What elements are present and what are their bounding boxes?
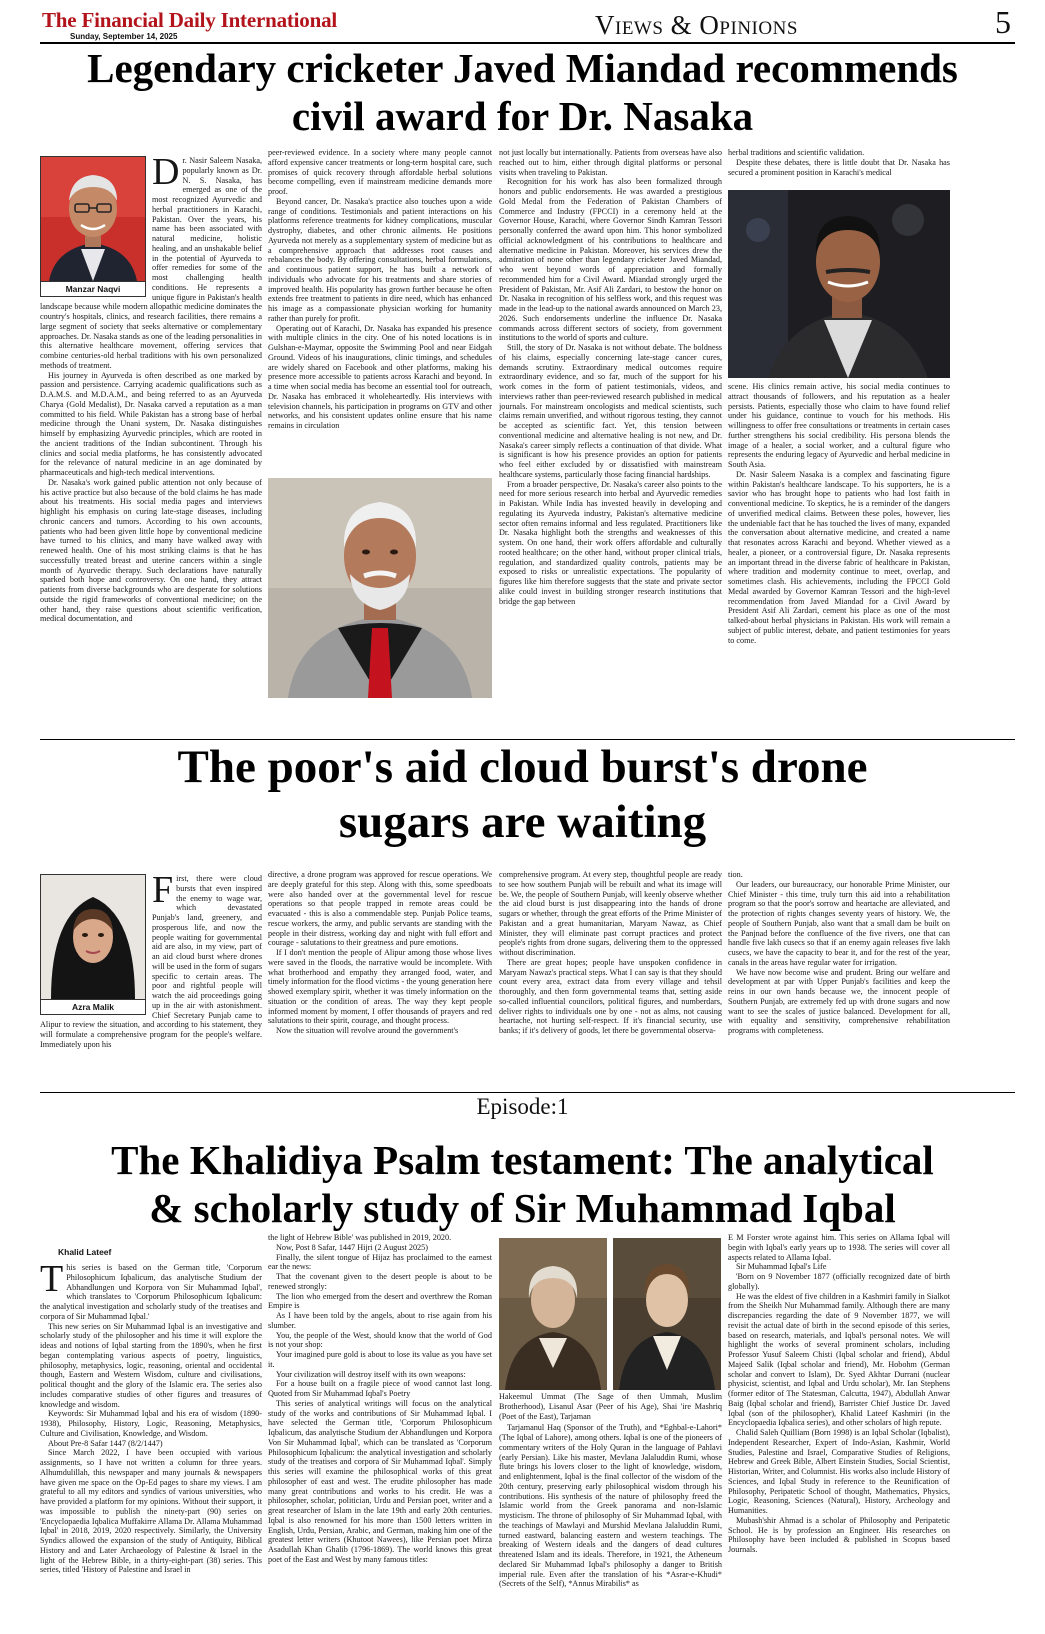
section-title: Views & Opinions: [595, 10, 798, 40]
image-caption: Hakeemul Ummat (The Sage of then Ummah, Muslim Brotherhood), Lisanul Asar (Peer of his Age), Shai 'ire Mashriq (Poet of the East), Tarjaman: [499, 1392, 722, 1421]
article2-headline: [30, 740, 1015, 851]
article2-column-4: [728, 870, 950, 1089]
article3-headline-line1: The Khalidiya Psalm testament: The analytical: [111, 1137, 934, 1183]
article3-column-3: [499, 1392, 722, 1632]
article3-column-2: [268, 1233, 492, 1632]
javed-miandad-photo: [728, 190, 950, 378]
page-number: 5: [995, 4, 1011, 40]
author-box: [40, 156, 146, 297]
paragraph: We have now become wise and prudent. Bring our welfare and development at par with Upper Punjab's facilities and keep the reins in our own hands because we, the innocent people of Southern Punjab, are extremely fed up with drone sugars and now want to see the scales of justice balanced. Development for all, with equality and sensitivity, comprehensive rehabilitation programs with completeness.: [728, 967, 950, 1035]
paragraph: herbal traditions and scientific validation.: [728, 148, 865, 157]
article1-headline-line1: Legendary cricketer Javed Miandad recommends: [87, 45, 958, 91]
paragraph: irst, there were cloud bursts that even inspired the enemy to wage war, which devastated Punjab's land, greenery, and prosperous life, and now the people waiting for governmental aid are also, in my view, part of an aid cloud burst where drones will be used in the form of sugars specific to certain areas. The poor and rightful people will watch the aid proceedings going up in the air with astonishment. Chief Secretary Punjab came to Alipur to review the situation, and according to his statement, they will formulate a comprehensive program for the people's welfare. Immediately upon his: [40, 874, 262, 1049]
author-name: Azra Malik: [41, 999, 145, 1014]
paragraph: scene. His clinics remain active, his social media continues to attract thousands of followers, and his reputation as a healer persists. Patients, especially those who claim to have found relief under his guidance, continue to vouch for his methods. His willingness to offer free consultations or treatments in certain cases further strengthens his social credibility. His persona blends the image of a healer, a social worker, and a cultural figure who represents the enduring legacy of Ayurvedic and herbal medicine in South Asia.: [728, 382, 950, 469]
author-photo: [41, 157, 145, 281]
paragraph: 'Born on 9 November 1877 (officially recognized date of birth globally).: [728, 1272, 950, 1291]
dropcap: T: [40, 1258, 64, 1301]
historical-portraits: [499, 1238, 721, 1390]
episode-label: Episode:1: [476, 1094, 569, 1119]
author-box: [40, 874, 146, 1015]
paragraph: Chalid Saleh Quilliam (Born 1998) is an Iqbal Scholar (Iqbalist), Independent Researcher, Expert of Indo-Asian, Kashmir, World Studies, Palestine and Israel, Comparative Studies of Religions, Hebrew and Greek Bible, Albert Einstein Studies, Social Scientist, Historian, Writer, and Columnist. His works also include History of Sciences, and Iqbal Study in reference to the Reunification of Philosophy, Peripatetic School of thought, Mathematics, Physics, Logic, Reasoning, Sciences (Natural), History, Archeology and Humanities.: [728, 1428, 950, 1515]
paragraph: Mubash'shir Ahmad is a scholar of Philosophy and Peripatetic School. He is by profession an Engineer. His researches on Philosophy have been included & published in Scopus based Journals.: [728, 1515, 950, 1554]
paragraph: Keywords: Sir Muhammad Iqbal and his era of wisdom (1890-1938), Philosophy, History, Logic, Reasoning, Metaphysics, Culture and Civilisation, Knowledge, and Wisdom.: [40, 1409, 262, 1438]
paragraph: From a broader perspective, Dr. Nasaka's career also points to the need for more serious research into herbal and Ayurvedic remedies in Pakistan. While India has invested heavily in developing and regulating its Ayurveda industry, Pakistan's alternative medicine sector often remains informal and less regulated. Practitioners like Dr. Nasaka highlight both the strengths and weaknesses of this system. On one hand, their work offers affordable and culturally rooted healthcare; on the other hand, without proper clinical trials, regulation, and standardized quality controls, patients may be exposed to risks or unrealistic expectations. The popularity of figures like him therefore suggests that the state and private sector alike could invest in building stronger research institutions that bridge the gap between: [499, 479, 722, 606]
paragraph: About Pre-8 Safar 1447 (8/2/1447): [48, 1438, 163, 1448]
article3-column-4: [728, 1233, 950, 1632]
paragraph: You, the people of the West, should know that the world of God is not your shop:: [268, 1330, 492, 1350]
paragraph: Your imagined pure gold is about to lose its value as you have set it.: [268, 1350, 492, 1369]
paragraph: peer-reviewed evidence. In a society where many people cannot afford expensive cancer treatments or long-term hospital care, such promises of quick recovery through affordable herbal solutions become compelling, even if mainstream medicine demands more proof.: [268, 148, 492, 196]
paragraph: He was the eldest of five children in a Kashmiri family in Sialkot from the Sheikh Nur Muhammad family. Although there are many discrepancies regarding the date of 9 November 1877, we will revisit the actual date of birth in the second episode of this series, based on research, materials, and Iqbal's personal notes. We will highlight the works of several prominent scholars, including Professor Yusuf Saleem Chisti (Iqbal scholar and friend), Abdul Majeed Salik (Iqbal scholar and friend), Mr. Hobohm (German scholar and convert to Islam), Dr. Syed Akhtar Durrani (nuclear physicist, scientist, and Iqbal and Urdu scholar), Mr. Ian Stephens (former editor of The Statesman, Calcutta, 1947), Abdullah Anwar Baig (Iqbal scholar and friend), Barrister Chief Justice Dr. Javed Iqbal (son of the philosopher), Khalid Lateef Kashmiri (in the Encyclopaedia Iqbalica series), and other scholars of high repute.: [728, 1291, 950, 1428]
paragraph: directive, a drone program was approved for rescue operations. We are deeply grateful for this step. Along with this, some speedboats were also handed over at the governmental level for rescue operations so that people trapped in remote areas could be evacuated - this is also a commendable step. Punjab Police teams, rescue workers, the army, and public servants are standing with the people in their distress, working day and night with full effort and courage - salutations to their greatness and pure emotions.: [268, 870, 492, 948]
paragraph: the light of Hebrew Bible' was published in 2019, 2020.: [268, 1233, 452, 1242]
article1-column-1: [40, 156, 262, 698]
paragraph: Recognition for his work has also been formalized through honors and public endorsements. He was awarded a prestigious Gold Medal from the Federation of Pakistan Chambers of Commerce and Industry (FPCCI) in a ceremony held at the Governor House, Karachi, where Governor Sindh Kamran Tessori personally conferred the award upon him. This honor symbolized official acknowledgment of his contributions to healthcare and alternative medicine in Pakistan. Moreover, his services drew the admiration of none other than legendary cricketer Javed Miandad, who went beyond words of appreciation and formally recommended him for a Civil Award. Miandad strongly urged the President of Pakistan, Mr. Asif Ali Zardari, to bestow the honor on Dr. Nasaka in recognition of his selfless work, and this request was made in the lead-up to the national awards announced on March 23, 2026. Such endorsements underline the influence Dr. Nasaka commands across different sectors of society, from government institutions to the world of sports and culture.: [499, 177, 722, 343]
newspaper-logo: The Financial Daily International: [42, 8, 338, 32]
article1-column-4-top: [728, 148, 950, 180]
paragraph: Still, the story of Dr. Nasaka is not without debate. The boldness of his claims, especially concerning late-stage cancer cures, demands scrutiny. Extraordinary medical outcomes require extraordinary evidence, and so far, much of the support for his work comes in the form of patient testimonials, videos, and interviews rather than peer-reviewed research published in medical journals. For mainstream oncologists and medical scientists, such claims remain unverified, and without rigorous testing, they cannot be accepted as scientific fact. Yet, this tension between conventional medicine and alternative healing is not new, and Dr. Nasaka's career simply reflects a continuation of that divide. What is significant is how his presence provides an option for patients who feel either excluded by or dissatisfied with mainstream healthcare systems, particularly those facing financial hardships.: [499, 343, 722, 479]
masthead: [40, 6, 1015, 44]
article1-headline-line2: civil award for Dr. Nasaka: [291, 93, 754, 140]
paragraph: Sir Muhammad Iqbal's Life: [736, 1262, 827, 1272]
paragraph: Beyond cancer, Dr. Nasaka's practice also touches upon a wide range of conditions. Testimonials and patient interactions on his platforms reference treatments for kidney complications, muscular dystrophy, diabetes, and other chronic ailments. He positions Ayurveda not merely as a supplementary system of medicine but as a comprehensive approach that addresses root causes and rebalances the body. By offering consultations, herbal formulations, and continuous patient support, he has built a network of individuals who advocate for his treatments and share stories of improved health. His popularity has grown further because he often extends free treatment to patients in dire need, which has enhanced his image as a compassionate physician working for humanity rather than purely for profit.: [268, 196, 492, 323]
paragraph: There are great hopes; people have unspoken confidence in Maryam Nawaz's practical steps. What I can say is that they should count every area, extract data from every village and tehsil thoroughly, and then form governmental teams that, setting aside so-called influential councilors, political figures, and numberdars, deliver rights to individuals one by one - not as alms, not causing heartache, not hurting self-respect. If it's financial security, use banks; if it's delivery of goods, let there be governmental observa-: [499, 957, 722, 1035]
article3-headline: [30, 1136, 1015, 1233]
paragraph: Since March 2022, I have been occupied with various assignments, so I have not written a column for three years. Alhumdulillah, this newspaper and many journals & newspapers have given me space on the Op-Ed pages to share my views. I am grateful to all my editors and syndics of various universities, who have provided a platform for my opinions. Without their support, it was impossible to publish the ninety-part (90) series on 'Encyclopaedia Iqbalica Muffakirre Allama Dr. Allama Muhammad Iqbal' in 2018, 2019, 2020 respectively. Similarly, the University Syndics allowed the expansion of the study of Antiquity, Biblical History and and Later Archaeology of Palestine & Israel in the light of the Hebrew Bible, in a thirty-eight-part (38) series. This series, titled 'History of Palestine and Israel in: [40, 1448, 262, 1575]
paragraph: Now, Post 8 Safar, 1447 Hijri (2 August 2025): [276, 1242, 428, 1252]
paragraph: Tarjamanul Haq (Sponsor of the Truth), and *Eghbal-e-Lahori* (The Iqbal of Lahore), among others. Iqbal is one of the pioneers of commentary writers of the Holy Quran in the language of Pahlavi (early Persian). Like his master, Mevlana Jalaluddin Rumi, whose flute brings his lovers closer to the light of knowledge, wisdom, and enlightenment, Iqbal is the final collector of the wisdom of the 20th century, preserving early philosophical wisdom through his contributions. His synthesis of the nature of philosophy freed the Islamic world from the Greek panorama and non-Islamic mysticism. The throne of philosophy of Sir Muhammad Iqbal, with the teachings of Mawlayi and Murshid Mevlana Jalaluddin Rumi, turned eastward, balancing eastern and western teachings. The breaking of Western ideals and the dangers of dead cultures threatened Islam and its ideals. Therefore, in 1921, the Atheneum declared Sir Muhammad Iqbal's philosophy a danger to British imperial rule. Even after the translation of his *Asrar-e-Khudi* (Secrets of the Self), *Annus Mirabilis* as: [499, 1423, 722, 1589]
paragraph: As I have been told by the angels, about to rise again from his slumber.: [268, 1311, 492, 1330]
article2-column-2: [268, 870, 492, 1089]
paragraph: Our leaders, our bureaucracy, our honorable Prime Minister, our Chief Minister - this time, truly turn this aid into a rehabilitation program so that the poor's sorrow and heartache are alleviated, and the protection of rights changes seventy years of history. We, the people of Southern Punjab, also want that a small dam be built on the Panjnad before the confluence of the five rivers, one that can handle five lakh cusecs so that if an enemy again releases five lakh cusecs, we have the capacity to bear it, and for the rest of the year, canals in the areas have regular water for irrigation.: [728, 879, 950, 967]
paragraph: his series is based on the German title, 'Corporum Philosophicum Iqbalicum, das analytische Studium der Abhandlungen und Korpora von Sir Muhammad Iqbal', which translates to 'Corporum Philosophicum Iqbalicum: the analytical investigation and scholarly study of the treatises and corpora of Sir Muhammad Iqbal.': [40, 1263, 262, 1321]
article3-column-1: [40, 1247, 262, 1632]
paragraph: This series of analytical writings will focus on the analytical study of the works and contributions of Sir Muhammad Iqbal. I have selected the German title, 'Corporum Philosophicum Iqbalicum, das analytische Studium der Abhandlungen und Korpora Von Sir Muhammad Iqbal', which can be translated as 'Corporum Philosophicum Iqbalicum: the analytical investigation and scholarly study of the treatises and corpora of Sir Muhammad Iqbal'. Simply this series will examine the philosophical works of this great philosopher of east and west. The erudite philosopher has made many great contributions and works to his credit. He was a philosopher, scholar, politician, Urdu and Persian poet, writer and a great researcher of Islam in the late 19th and early 20th centuries. Iqbal is also renowned for his more than 1500 letters written in English, Urdu, Persian, Arabic, and German, making him one of the greatest letter writers (Khutoot Nawees), like Persian poet Mirza Asadullah Khan Ghalib (1796-1869). The world knows this great poet of the East and West by many famous titles:: [268, 1398, 492, 1564]
paragraph: Dr. Nasir Saleem Nasaka is a complex and fascinating figure within Pakistan's healthcare landscape. To his supporters, he is a savior who has brought hope to patients who had lost faith in conventional medicine. To skeptics, he is a reminder of the dangers of unverified medical claims. Between these poles, however, lies the undeniable fact that he has touched the lives of many, expanded the conversation about alternative medicine, and created a name that resonates across Karachi and beyond. Whether viewed as a healer, a pioneer, or a controversial figure, Dr. Nasaka represents an important thread in the diverse fabric of healthcare in Pakistan, where tradition and modernity continue to meet, overlap, and sometimes clash. His achievements, including the FPCCI Gold Medal awarded by Governor Kamran Tessori and the high-level recommendation from Javed Miandad for a Civil Award by President Asif Ali Zardari, cement his place as one of the most talked-about herbal physicians in Pakistan. His work will remain a subject of public interest, debate, and patient testimonies for years to come.: [728, 469, 950, 645]
article1-column-2: [268, 148, 492, 473]
section-divider: [40, 1092, 1015, 1093]
paragraph: If I don't mention the people of Alipur among those whose lives were saved in the floods, the narrative would be incomplete. With what brotherhood and empathy they arranged food, water, and timely information for the flood victims - the young generation here showed exemplary spirit, whether it was timely information on the situation or the condition of areas. The way they kept people informed moment by moment, I offer thousands of prayers and red salutations to their spirit, courage, and thought process.: [268, 948, 492, 1026]
paragraph: Operating out of Karachi, Dr. Nasaka has expanded his presence with multiple clinics in the city. One of his noted locations is in Gulshan-e-Maymar, opposite the Swimming Pool and near Eidgah Ground. Videos of his inaugurations, clinic timings, and schedules are widely shared on Facebook and other platforms, making his presence more accessible to patients across Karachi and beyond. In a time when social media has become an essential tool for outreach, Dr. Nasaka has embraced it wholeheartedly. His interviews with television channels, his participation in programs on GTV and other networks, and his consistent updates online ensure that his name remains in circulation: [268, 323, 492, 430]
article2-headline-line2: sugars are waiting: [338, 796, 707, 849]
paragraph: This new series on Sir Muhammad Iqbal is an investigative and scholarly study of the philosopher and his time it will explore the ideas and notions of Iqbal starting from the 1890's, when he first began contemplating various aspects of poetry, linguistics, philosophy, metaphysics, logic, reasoning, oriental and occidental though, Eastern and Western Wisdom, culture and civilisations, political thought and the glory of the Islamic era. The series also includes comparative studies of other figures and treasures of knowledge and wisdom.: [40, 1321, 262, 1409]
paragraph: tion.: [728, 870, 743, 879]
paragraph: not just locally but internationally. Patients from overseas have also reached out to him, either through digital platforms or personal visits when traveling to Pakistan.: [499, 148, 722, 177]
paragraph: His journey in Ayurveda is often described as one marked by passion and persistence. Carrying academic qualifications such as D.A.M.S. and M.D.A.M., and being referred to as an Ayurveda Charya (Gold Medalist), Dr. Nasaka carved a reputation as a man committed to his field. While Pakistan has a strong base of herbal medicine through the Unani system, Dr. Nasaka distinguishes himself by emphasizing Ayurvedic principles, which are rooted in the ancient traditions of the Indian subcontinent. Through his clinics and social media platforms, he has consistently advocated for the relevance of natural medicine in an age dominated by pharmaceuticals and high-tech medical interventions.: [40, 370, 262, 477]
author-name: Manzar Naqvi: [41, 281, 145, 296]
paragraph: r. Nasir Saleem Nasaka, popularly known as Dr. N. S. Nasaka, has emerged as one of the most recognized Ayurvedic and herbal practitioners in Karachi, Pakistan. Over the years, his name has been associated with natural medicine, holistic healing, and an unshakable belief in the potential of Ayurveda to offer remedies for some of the most challenging health conditions. He represents a unique figure in Pakistan's health landscape because while modern allopathic medicine dominates the country's hospitals, clinics, and research facilities, there remains a large segment of society that seeks alternative or complementary approaches. Dr. Nasaka stands as one of the leading personalities in this alternative healthcare movement, offering services that combine centuries-old herbal traditions with his own personalized methods of treatment.: [40, 156, 262, 370]
paragraph: The lion who emerged from the desert and overthrew the Roman Empire is: [268, 1291, 492, 1311]
dropcap: F: [152, 874, 174, 911]
paragraph: Despite these debates, there is little doubt that Dr. Nasaka has secured a prominent position in Karachi's medical: [728, 157, 950, 177]
byline: Khalid Lateef: [58, 1247, 112, 1257]
dropcap: D: [152, 156, 180, 193]
article1-column-4-bottom: [728, 382, 950, 698]
article2-column-3: [499, 870, 722, 1089]
paragraph: Your civilization will destroy itself with its own weapons:: [276, 1369, 466, 1379]
article2-headline-line1: The poor's aid cloud burst's drone: [177, 741, 868, 793]
paragraph: Dr. Nasaka's work gained public attention not only because of his active practice but also because of the bold claims he has made about his treatments. His social media pages and interviews highlight his emphasis on curing late-stage diseases, including chronic cancers and tumors. According to his own accounts, patients who had been given little hope by conventional medicine have turned to his clinics, and many have walked away with renewed health. One of his most striking claims is that he has successfully treated breast and uterine cancers within a single month of Ayurvedic therapy. Such declarations have naturally sparked both hope and controversy. On one hand, they attract patients from diverse backgrounds who are desperate for solutions outside the rigid frameworks of conventional medicine; on the other hand, they raise questions about scientific verification, medical documentation, and: [40, 477, 262, 624]
issue-date: Sunday, September 14, 2025: [70, 32, 178, 41]
article3-headline-line2: & scholarly study of Sir Muhammad Iqbal: [149, 1185, 896, 1232]
dr-nasaka-photo: [268, 478, 492, 698]
paragraph: E M Forster wrote against him. This series on Allama Iqbal will begin with Iqbal's early years up to 1938. The series will cover all aspects related to Allama Iqbal.: [728, 1233, 950, 1262]
paragraph: Now the situation will revolve around the government's: [276, 1026, 459, 1035]
paragraph: Finally, the silent tongue of Hijaz has proclaimed to the earnest ear the news:: [268, 1252, 492, 1272]
paragraph: That the covenant given to the desert people is about to be renewed strongly:: [268, 1272, 492, 1291]
author-photo: [41, 875, 145, 999]
article1-headline: [30, 44, 1015, 141]
article2-column-1: [40, 874, 262, 1089]
paragraph: comprehensive program. At every step, thoughtful people are ready to see how southern Punjab will be rebuilt and what its image will be. We, the people of Southern Punjab, will keenly observe whether the aid cloud burst is just disappearing into the hands of drone sugars or whether, through the great efforts of the Prime Minister of Pakistan and a great humanitarian, Maryam Nawaz, as Chief Minister, they will eliminate past corrupt practices and protect people's rights from drone sugars, delivering them to the oppressed without discrimination.: [499, 870, 722, 957]
article1-column-3: [499, 148, 722, 698]
paragraph: For a house built on a fragile piece of wood cannot last long. Quoted from Sir Muhammad Iqbal's Poetry: [268, 1379, 492, 1398]
